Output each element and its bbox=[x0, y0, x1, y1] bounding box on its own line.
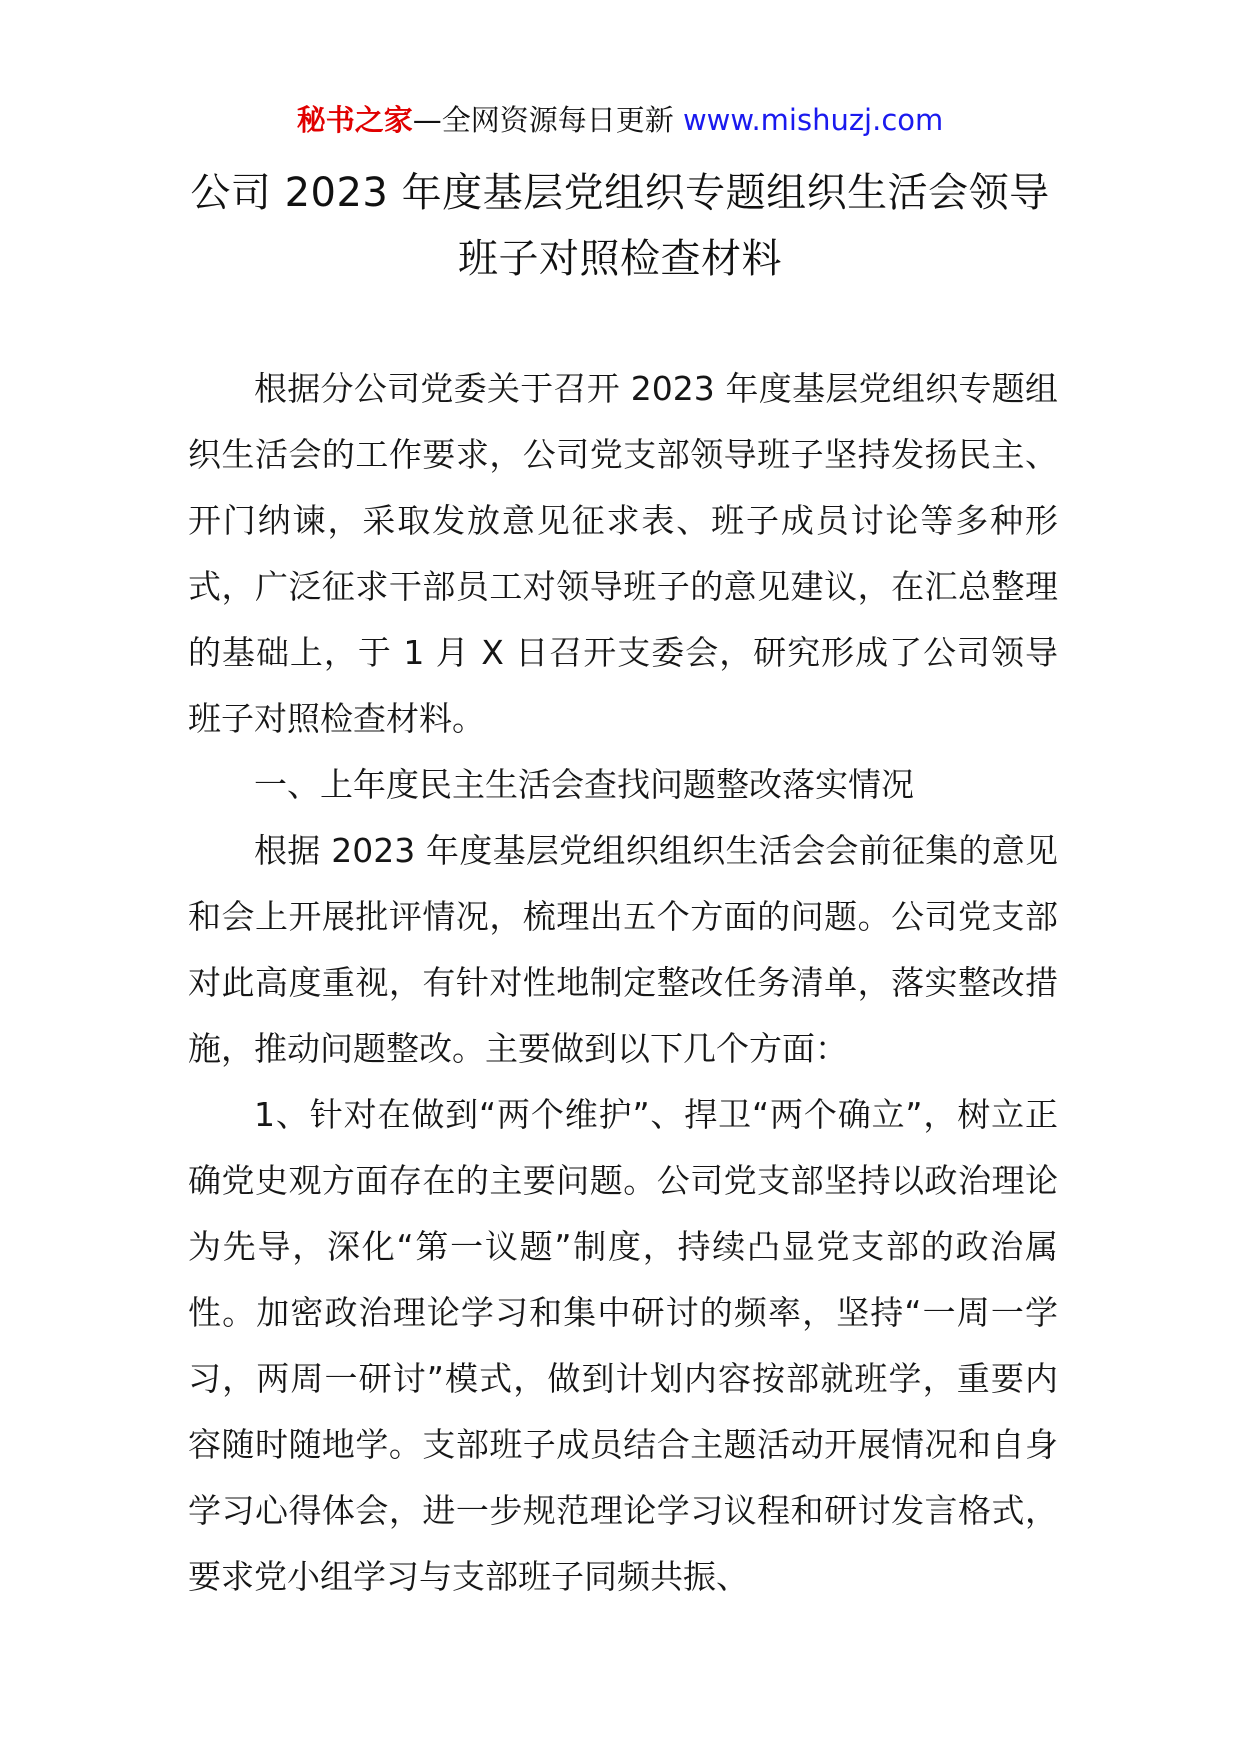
site-header bbox=[0, 100, 1240, 140]
site-brand: 秘书之家 bbox=[296, 103, 413, 137]
document-title bbox=[160, 160, 1080, 292]
section-heading-1: 一、上年度民主生活会查找问题整改落实情况 bbox=[254, 765, 914, 804]
title-line-1: 公司 2023 年度基层党组织专题组织生活会领导 bbox=[190, 170, 1050, 216]
title-line-2: 班子对照检查材料 bbox=[458, 236, 782, 282]
document-body bbox=[188, 356, 1058, 1610]
paragraph-item-1: 1、针对在做到“两个维护”、捍卫“两个确立”，树立正确党史观方面存在的主要问题。公司党支部坚持以政治理论为先导，深化“第一议题”制度，持续凸显党支部的政治属性。加密政治理论学习和集中研讨的频率，坚持“一周一学习，两周一研讨”模式，做到计划内容按部就班学，重要内容随时随地学。支部班子成员结合主题活动开展情况和自身学习心得体会，进一步规范理论学习议程和研讨发言格式，要求党小组学习与支部班子同频共振、 bbox=[188, 1095, 1058, 1596]
site-url[interactable]: www.mishuzj.com bbox=[682, 103, 944, 137]
site-slogan: —全网资源每日更新 bbox=[412, 103, 683, 137]
paragraph-summary: 根据 2023 年度基层党组织组织生活会会前征集的意见和会上开展批评情况，梳理出五个方面的问题。公司党支部对此高度重视，有针对性地制定整改任务清单，落实整改措施，推动问题整改。主要做到以下几个方面： bbox=[188, 831, 1058, 1068]
paragraph-intro: 根据分公司党委关于召开 2023 年度基层党组织专题组织生活会的工作要求，公司党支部领导班子坚持发扬民主、开门纳谏，采取发放意见征求表、班子成员讨论等多种形式，广泛征求干部员工对领导班子的意见建议，在汇总整理的基础上，于 1 月 X 日召开支委会，研究形成了公司领导班子对照检查材料。 bbox=[188, 369, 1058, 738]
